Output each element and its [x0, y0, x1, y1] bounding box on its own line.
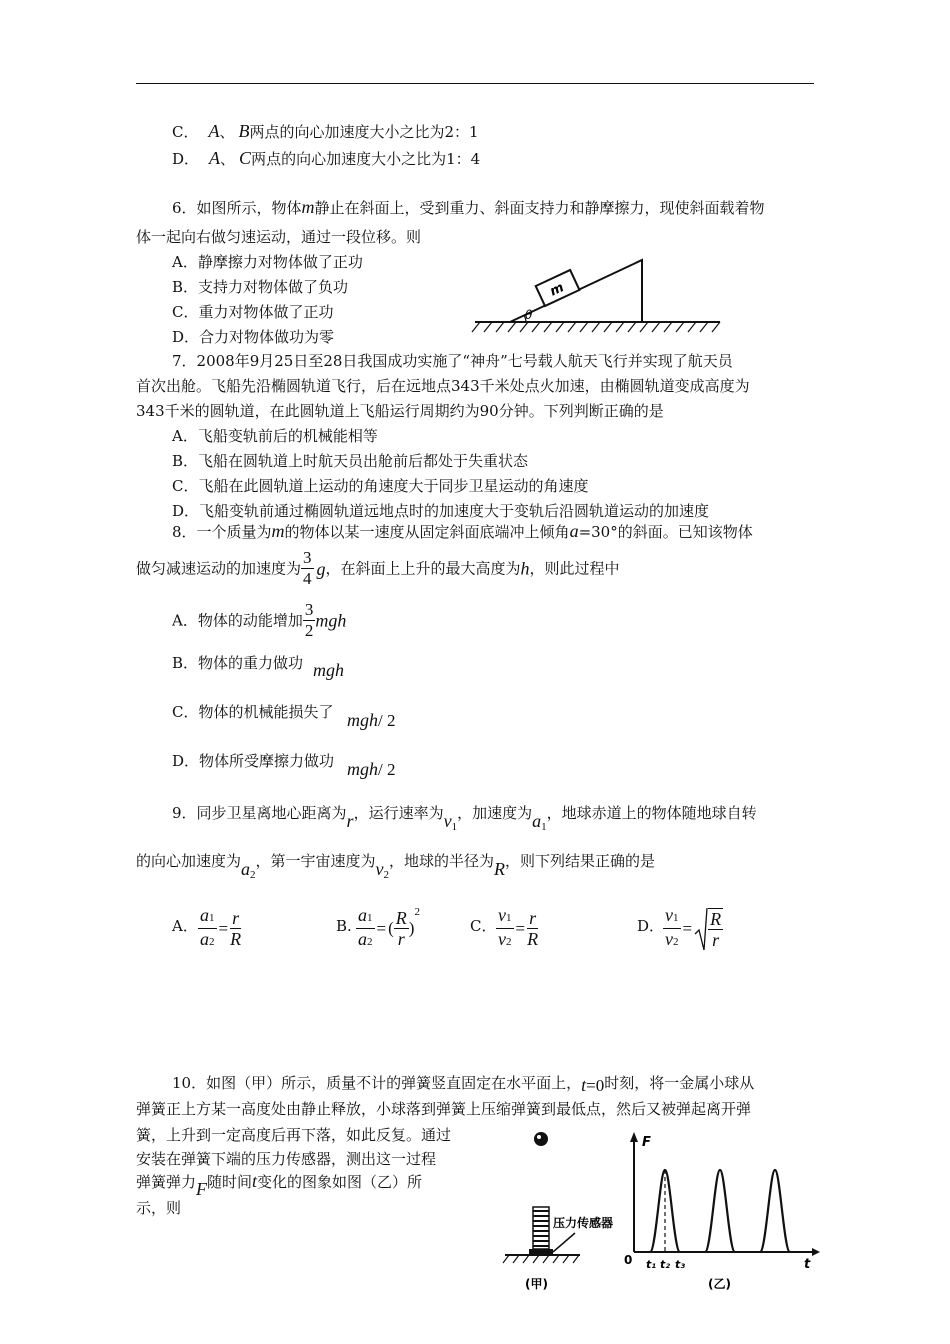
- spring-sensor-figure: [495, 1125, 620, 1300]
- q9-option-b-formula: $\frac{a1}{a2}$ = ( $\frac{R}{r}$ )$^2$: [358, 905, 420, 949]
- q10-stem-line6: 示，则: [136, 1199, 182, 1217]
- sqrt-sign: [694, 906, 708, 952]
- t-axis-label: t: [804, 1257, 811, 1272]
- q9-option-c-label: C．: [470, 917, 497, 935]
- q7-stem-line2: 首次出舱。飞船先沿椭圆轨道飞行，后在远地点343千米处点火加速，由椭圆轨道变成高度为: [136, 377, 750, 395]
- q8-option-b: B．物体的重力做功: [172, 654, 304, 672]
- force-time-graph: [620, 1130, 820, 1300]
- theta-label: θ: [525, 308, 533, 322]
- incline-figure: [470, 255, 730, 335]
- ground-hatching: [472, 322, 720, 332]
- q6-option-b: B．支持力对物体做了负功: [172, 278, 349, 296]
- spring: [533, 1207, 549, 1249]
- t1-label: t₁: [646, 1258, 657, 1271]
- q7-option-a: A．飞船变轨前后的机械能相等: [172, 427, 378, 445]
- force-peak-2: [705, 1170, 735, 1252]
- q10-stem-line2: 弹簧正上方某一高度处由静止释放，小球落到弹簧上压缩弹簧到最低点，然后又被弹起离开弹: [136, 1100, 752, 1118]
- q5-option-c: C． A、 B两点的向心加速度大小之比为2：1: [172, 121, 479, 141]
- q6-stem-line2: 体一起向右做匀速运动，通过一段位移。则: [136, 228, 422, 246]
- q8-stem-line2: 做匀减速运动的加速度为 $\frac{3}{4}$ g，在斜面上上升的最大高度为h，则此过程中: [136, 548, 620, 588]
- q8-stem-line1: 8．一个质量为m的物体以某一速度从固定斜面底端冲上倾角a=30°的斜面。已知该物体: [172, 521, 753, 541]
- svg-text:m: m: [547, 280, 567, 300]
- fig-yi-label: (乙): [708, 1277, 731, 1291]
- q10-stem-line1: 10．如图（甲）所示，质量不计的弹簧竖直固定在水平面上，t=0时刻，将一金属小球从: [172, 1074, 755, 1095]
- q8-option-c: C．物体的机械能损失了: [172, 703, 334, 721]
- q9-option-d-formula: $\frac{v1}{v2}$ = $\frac{R}{r}$: [665, 905, 722, 950]
- t3-label: t₃: [675, 1258, 686, 1271]
- force-peak-3: [760, 1170, 790, 1252]
- q6-option-a: A．静摩擦力对物体做了正功: [172, 253, 363, 271]
- q9-option-c-formula: $\frac{v1}{v2}$ = $\frac{r}{R}$: [498, 905, 539, 949]
- q8-option-b-mgh: mgh: [313, 660, 344, 680]
- q9-option-a-label: A．: [172, 917, 198, 935]
- force-peak-1: [650, 1170, 680, 1252]
- q10-stem-line5: 弹簧弹力F随时间t变化的图象如图（乙）所: [136, 1171, 423, 1199]
- t2-label: t₂: [660, 1258, 671, 1271]
- fig-jia-label: (甲): [525, 1277, 548, 1291]
- q7-option-c: C．飞船在此圆轨道上运动的角速度大于同步卫星运动的角速度: [172, 477, 589, 495]
- fraction-3-4: $\frac{3}{4}$: [303, 548, 312, 588]
- header-rule: [136, 83, 814, 84]
- metal-ball: [534, 1132, 548, 1146]
- sensor-label: 压力传感器: [553, 1216, 614, 1230]
- q9-option-d-label: D．: [637, 917, 665, 935]
- f-axis-label: F: [642, 1135, 651, 1150]
- q9-stem-line1: 9．同步卫星离地心距离为r，运行速率为$v_1$，加速度为$a_1$，地球赤道上的物体随地球自转: [172, 804, 757, 833]
- sensor-leader-line: [553, 1233, 575, 1252]
- q10-stem-line3: 簧，上升到一定高度后再下落，如此反复。通过: [136, 1126, 452, 1144]
- q9-option-b-label: B.: [336, 917, 352, 935]
- q8-option-d-expr: mgh/ 2: [347, 759, 396, 779]
- q10-stem-line4: 安装在弹簧下端的压力传感器，测出这一过程: [136, 1150, 437, 1168]
- block-m: [536, 270, 580, 306]
- q9-option-a-formula: $\frac{a1}{a2}$ = $\frac{r}{R}$: [200, 905, 242, 949]
- q7-option-d: D．飞船变轨前通过椭圆轨道远地点时的加速度大于变轨后沿圆轨道运动的加速度: [172, 502, 710, 520]
- q5-option-d: D． A、 C两点的向心加速度大小之比为1：4: [172, 148, 481, 168]
- q8-option-a: A．物体的动能增加 $\frac{3}{2}$ mgh: [172, 600, 347, 640]
- q7-stem-line1: 7．2008年9月25日至28日我国成功实施了“神舟”七号载人航天飞行并实现了航天员: [172, 352, 733, 370]
- q9-stem-line2: 的向心加速度为$a_2$，第一宇宙速度为$v_2$，地球的半径为R，则下列结果正确的是: [136, 852, 656, 881]
- q6-option-c: C．重力对物体做了正功: [172, 303, 334, 321]
- q8-option-d: D．物体所受摩擦力做功: [172, 752, 335, 770]
- q7-stem-line3: 343千米的圆轨道，在此圆轨道上飞船运行周期约为90分钟。下列判断正确的是: [136, 402, 664, 420]
- q6-stem-line1: 6．如图所示，物体m静止在斜面上，受到重力、斜面支持力和静摩擦力，现使斜面载着物: [172, 197, 765, 217]
- q7-option-b: B．飞船在圆轨道上时航天员出舱前后都处于失重状态: [172, 452, 529, 470]
- q8-option-c-expr: mgh/ 2: [347, 710, 396, 730]
- q6-option-d: D．合力对物体做功为零: [172, 328, 335, 346]
- origin-label: 0: [624, 1253, 633, 1267]
